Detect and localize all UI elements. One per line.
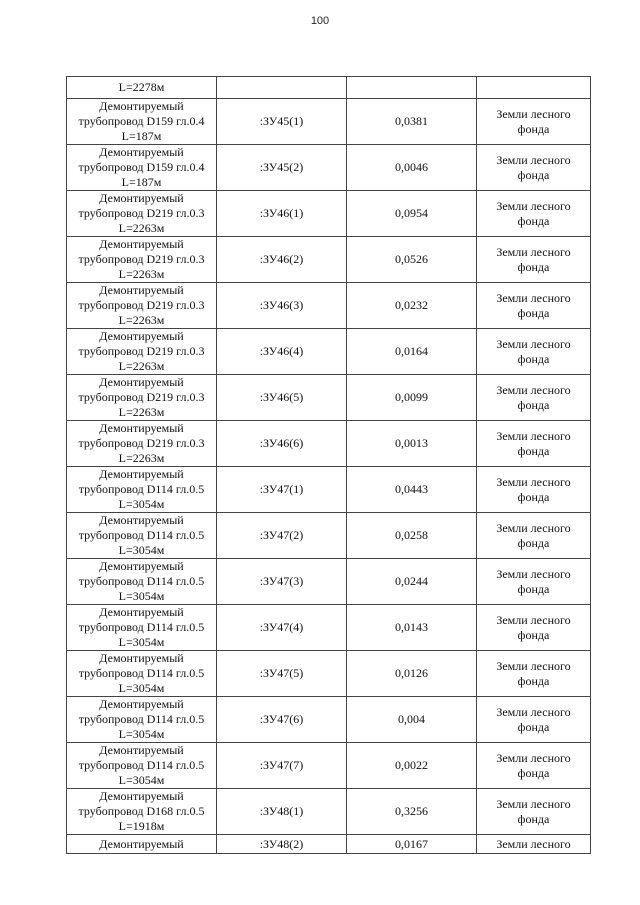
object-name-line: трубопровод D219 гл.0.3: [78, 298, 205, 312]
plot-code-cell: :ЗУ46(6): [217, 421, 347, 467]
table-body: [67, 77, 591, 854]
object-name-line: Демонтируемый: [99, 559, 184, 573]
land-category-cell: [477, 421, 591, 467]
area-cell: 0,0099: [347, 375, 477, 421]
object-name-line: трубопровод D219 гл.0.3: [78, 436, 205, 450]
plot-code-cell: :ЗУ46(3): [217, 283, 347, 329]
object-name-cell: [67, 651, 217, 697]
area-cell: 0,0013: [347, 421, 477, 467]
object-name-cell: [67, 329, 217, 375]
object-name-line: L=187м: [121, 175, 162, 189]
table-row: [67, 743, 591, 789]
object-name-cell: [67, 467, 217, 513]
plot-code-cell: :ЗУ47(2): [217, 513, 347, 559]
object-name-line: трубопровод D219 гл.0.3: [78, 252, 205, 266]
object-name-line: Демонтируемый: [99, 697, 184, 711]
table-row: [67, 513, 591, 559]
plot-code-cell: :ЗУ47(3): [217, 559, 347, 605]
land-category-cell: [477, 513, 591, 559]
land-category-line: Земли лесного: [496, 612, 571, 627]
table-row: [67, 99, 591, 145]
object-name-line: Демонтируемый: [99, 237, 184, 251]
object-name-line: L=3054м: [118, 497, 165, 511]
table-row: [67, 697, 591, 743]
object-name-line: L=3054м: [118, 635, 165, 649]
table-row: [67, 329, 591, 375]
object-name-cell: [67, 375, 217, 421]
object-name-cell: [67, 743, 217, 789]
land-category-line: Земли лесного: [496, 382, 571, 397]
object-name-line: L=2263м: [118, 221, 165, 235]
land-category-cell: [477, 697, 591, 743]
land-category-line: Земли лесного: [496, 152, 571, 167]
object-name-line: Демонтируемый: [99, 467, 184, 481]
area-cell: 0,0167: [347, 835, 477, 854]
object-name-line: трубопровод D114 гл.0.5: [78, 528, 205, 542]
area-cell: 0,0258: [347, 513, 477, 559]
table-row: [67, 559, 591, 605]
land-category-line: фонда: [517, 765, 550, 780]
land-category-line: Земли лесного: [496, 750, 571, 765]
land-category-line: фонда: [517, 719, 550, 734]
table-row: [67, 145, 591, 191]
object-name-line: Демонтируемый: [99, 283, 184, 297]
land-category-line: Земли лесного: [496, 106, 571, 121]
area-cell: 0,0381: [347, 99, 477, 145]
object-name-line: трубопровод D114 гл.0.5: [78, 620, 205, 634]
area-cell: 0,3256: [347, 789, 477, 835]
land-category-line: Земли лесного: [496, 658, 571, 673]
land-category-cell: [477, 283, 591, 329]
object-name-cell: [67, 77, 217, 99]
object-name-cell: [67, 421, 217, 467]
area-cell: 0,0046: [347, 145, 477, 191]
plot-code-cell: :ЗУ46(2): [217, 237, 347, 283]
object-name-line: Демонтируемый: [99, 99, 184, 113]
land-category-line: фонда: [517, 627, 550, 642]
object-name-line: трубопровод D114 гл.0.5: [78, 666, 205, 680]
land-category-line: Земли лесного: [496, 796, 571, 811]
object-name-line: L=3054м: [118, 681, 165, 695]
object-name-line: Демонтируемый: [99, 651, 184, 665]
land-category-cell: [477, 99, 591, 145]
object-name-line: трубопровод D114 гл.0.5: [78, 758, 205, 772]
land-category-cell: [477, 789, 591, 835]
land-category-line: Земли лесного: [496, 336, 571, 351]
land-category-line: Земли лесного: [496, 474, 571, 489]
object-name-line: L=2263м: [118, 313, 165, 327]
land-category-cell: [477, 651, 591, 697]
object-name-line: L=187м: [121, 129, 162, 143]
object-name-cell: [67, 559, 217, 605]
plot-code-cell: :ЗУ48(2): [217, 835, 347, 854]
table-row: [67, 651, 591, 697]
area-cell: 0,0526: [347, 237, 477, 283]
object-name-line: Демонтируемый: [99, 513, 184, 527]
land-category-cell: [477, 605, 591, 651]
land-category-cell: [477, 191, 591, 237]
table-row: [67, 283, 591, 329]
area-cell: 0,0164: [347, 329, 477, 375]
land-category-line: фонда: [517, 213, 550, 228]
land-category-line: Земли лесного: [496, 836, 571, 851]
area-cell: 0,0143: [347, 605, 477, 651]
area-cell: 0,0244: [347, 559, 477, 605]
land-category-line: фонда: [517, 443, 550, 458]
object-name-line: Демонтируемый: [99, 145, 184, 159]
plot-code-cell: :ЗУ45(2): [217, 145, 347, 191]
land-category-cell: [477, 329, 591, 375]
land-category-line: Земли лесного: [496, 566, 571, 581]
plot-code-cell: :ЗУ47(4): [217, 605, 347, 651]
object-name-line: трубопровод D159 гл.0.4: [78, 160, 205, 174]
object-name-line: L=3054м: [118, 543, 165, 557]
object-name-line: L=2263м: [118, 405, 165, 419]
object-name-line: L=3054м: [118, 589, 165, 603]
land-category-line: фонда: [517, 535, 550, 550]
plot-code-cell: :ЗУ46(1): [217, 191, 347, 237]
land-category-line: Земли лесного: [496, 244, 571, 259]
object-name-cell: [67, 605, 217, 651]
plot-code-cell: :ЗУ45(1): [217, 99, 347, 145]
plot-code-cell: :ЗУ46(4): [217, 329, 347, 375]
land-category-line: фонда: [517, 397, 550, 412]
land-category-line: фонда: [517, 351, 550, 366]
plot-code-cell: :ЗУ48(1): [217, 789, 347, 835]
area-cell: [347, 77, 477, 99]
table-row: [67, 237, 591, 283]
area-cell: 0,0126: [347, 651, 477, 697]
table-row: [67, 789, 591, 835]
object-name-line: трубопровод D219 гл.0.3: [78, 344, 205, 358]
land-plots-table: [66, 76, 591, 854]
area-cell: 0,004: [347, 697, 477, 743]
table-row: [67, 375, 591, 421]
land-category-line: Земли лесного: [496, 428, 571, 443]
object-name-cell: [67, 99, 217, 145]
table-row: [67, 191, 591, 237]
object-name-cell: [67, 283, 217, 329]
object-name-line: L=2263м: [118, 359, 165, 373]
object-name-line: Демонтируемый: [99, 836, 184, 851]
object-name-cell: [67, 513, 217, 559]
object-name-cell: [67, 835, 217, 854]
land-category-line: Земли лесного: [496, 704, 571, 719]
object-name-line: трубопровод D219 гл.0.3: [78, 206, 205, 220]
object-name-line: трубопровод D219 гл.0.3: [78, 390, 205, 404]
land-category-cell: [477, 743, 591, 789]
land-category-line: фонда: [517, 581, 550, 596]
object-name-cell: [67, 789, 217, 835]
object-name-cell: [67, 191, 217, 237]
object-name-line: Демонтируемый: [99, 743, 184, 757]
object-name-line: L=2263м: [118, 267, 165, 281]
plot-code-cell: :ЗУ47(6): [217, 697, 347, 743]
area-cell: 0,0022: [347, 743, 477, 789]
land-category-line: фонда: [517, 305, 550, 320]
plot-code-cell: [217, 77, 347, 99]
land-category-cell: [477, 375, 591, 421]
plot-code-cell: :ЗУ47(7): [217, 743, 347, 789]
land-category-cell: [477, 145, 591, 191]
land-category-cell: [477, 237, 591, 283]
area-cell: 0,0232: [347, 283, 477, 329]
object-name-line: Демонтируемый: [99, 375, 184, 389]
table-row: [67, 467, 591, 513]
object-name-cell: [67, 145, 217, 191]
plot-code-cell: :ЗУ47(5): [217, 651, 347, 697]
object-name-line: Демонтируемый: [99, 789, 184, 803]
object-name-line: трубопровод D168 гл.0.5: [78, 804, 205, 818]
land-category-cell: [477, 467, 591, 513]
object-name-line: Демонтируемый: [99, 329, 184, 343]
table-row: [67, 77, 591, 99]
table-row: [67, 835, 591, 854]
plot-code-cell: :ЗУ46(5): [217, 375, 347, 421]
table-row: [67, 421, 591, 467]
object-name-cell: [67, 237, 217, 283]
land-category-line: фонда: [517, 167, 550, 182]
object-name-line: Демонтируемый: [99, 605, 184, 619]
land-category-cell: [477, 77, 591, 99]
page-number: 100: [310, 15, 330, 27]
object-name-line: L=2278м: [118, 80, 165, 94]
land-category-line: фонда: [517, 673, 550, 688]
object-name-line: L=2263м: [118, 451, 165, 465]
object-name-cell: [67, 697, 217, 743]
plot-code-cell: :ЗУ47(1): [217, 467, 347, 513]
land-category-line: фонда: [517, 259, 550, 274]
object-name-line: L=3054м: [118, 773, 165, 787]
area-cell: 0,0443: [347, 467, 477, 513]
land-category-line: фонда: [517, 121, 550, 136]
object-name-line: трубопровод D114 гл.0.5: [78, 712, 205, 726]
land-category-line: Земли лесного: [496, 520, 571, 535]
object-name-line: трубопровод D114 гл.0.5: [78, 574, 205, 588]
object-name-line: трубопровод D159 гл.0.4: [78, 114, 205, 128]
area-cell: 0,0954: [347, 191, 477, 237]
land-category-line: фонда: [517, 489, 550, 504]
table-row: [67, 605, 591, 651]
object-name-line: трубопровод D114 гл.0.5: [78, 482, 205, 496]
land-category-line: Земли лесного: [496, 290, 571, 305]
land-category-cell: [477, 559, 591, 605]
object-name-line: Демонтируемый: [99, 421, 184, 435]
land-category-cell: [477, 835, 591, 854]
object-name-line: Демонтируемый: [99, 191, 184, 205]
object-name-line: L=1918м: [118, 819, 165, 833]
land-category-line: Земли лесного: [496, 198, 571, 213]
object-name-line: L=3054м: [118, 727, 165, 741]
land-category-line: фонда: [517, 811, 550, 826]
